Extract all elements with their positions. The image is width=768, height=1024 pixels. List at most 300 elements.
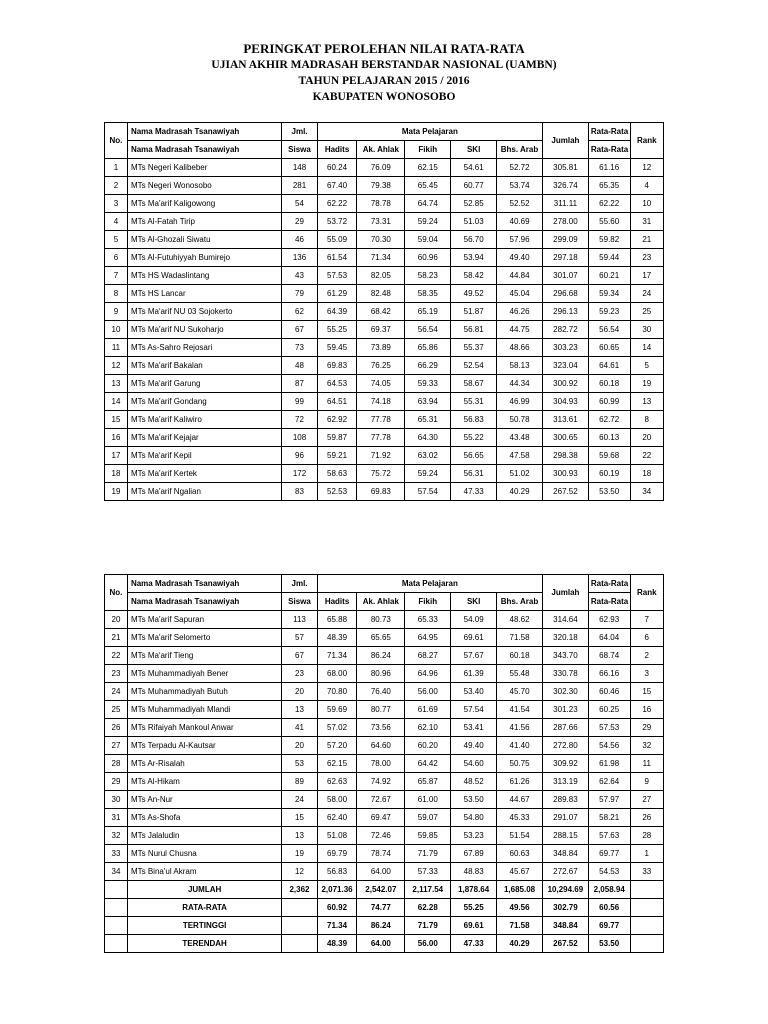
- header-rata-2: Rata-Rata: [588, 141, 630, 159]
- summary-fikih: 62.28: [405, 899, 451, 917]
- cell-rata: 65.35: [588, 177, 630, 195]
- cell-hadits: 58.00: [317, 791, 357, 809]
- table-row: [105, 375, 664, 393]
- cell-jumlah: 348.84: [542, 845, 588, 863]
- cell-rank: 15: [630, 683, 663, 701]
- cell-siswa: 62: [282, 303, 317, 321]
- cell-no: 23: [105, 665, 128, 683]
- cell-arab: 45.33: [497, 809, 543, 827]
- cell-rank: 30: [630, 321, 663, 339]
- cell-hadits: 68.00: [317, 665, 357, 683]
- cell-jumlah: 282.72: [542, 321, 588, 339]
- title-line-3: TAHUN PELAJARAN 2015 / 2016: [298, 75, 470, 87]
- cell-hadits: 52.53: [317, 483, 357, 501]
- cell-ski: 67.89: [451, 845, 497, 863]
- cell-arab: 71.58: [497, 629, 543, 647]
- cell-rata: 60.65: [588, 339, 630, 357]
- cell-no: 13: [105, 375, 128, 393]
- cell-hadits: 62.22: [317, 195, 357, 213]
- cell-rank: 7: [630, 611, 663, 629]
- cell-fikih: 59.07: [405, 809, 451, 827]
- header-rank: Rank: [630, 123, 663, 159]
- header-no: No.: [105, 575, 128, 611]
- cell-arab: 44.34: [497, 375, 543, 393]
- summary-blank-cell: [105, 899, 128, 917]
- summary-blank-cell: [630, 935, 663, 953]
- table-row: [105, 611, 664, 629]
- cell-siswa: 24: [282, 791, 317, 809]
- summary-row: [105, 881, 664, 899]
- cell-ahlak: 75.72: [357, 465, 405, 483]
- cell-no: 26: [105, 719, 128, 737]
- cell-hadits: 60.24: [317, 159, 357, 177]
- summary-ahlak: 2,542.07: [357, 881, 405, 899]
- summary-ahlak: 86.24: [357, 917, 405, 935]
- cell-no: 7: [105, 267, 128, 285]
- cell-hadits: 62.63: [317, 773, 357, 791]
- cell-school-name: MTs Ma'arif NU 03 Sojokerto: [127, 303, 281, 321]
- summary-arab: 71.58: [497, 917, 543, 935]
- cell-fikih: 65.87: [405, 773, 451, 791]
- cell-rank: 27: [630, 791, 663, 809]
- cell-jumlah: 297.18: [542, 249, 588, 267]
- cell-school-name: MTs As-Sahro Rejosari: [127, 339, 281, 357]
- cell-ahlak: 78.78: [357, 195, 405, 213]
- cell-no: 19: [105, 483, 128, 501]
- summary-blank-cell: [105, 917, 128, 935]
- summary-blank-cell: [105, 935, 128, 953]
- cell-fikih: 68.27: [405, 647, 451, 665]
- cell-ski: 54.09: [451, 611, 497, 629]
- summary-ski: 69.61: [451, 917, 497, 935]
- cell-rata: 55.60: [588, 213, 630, 231]
- cell-hadits: 64.39: [317, 303, 357, 321]
- cell-rata: 61.16: [588, 159, 630, 177]
- cell-siswa: 113: [282, 611, 317, 629]
- cell-siswa: 67: [282, 321, 317, 339]
- cell-arab: 40.29: [497, 483, 543, 501]
- cell-school-name: MTs Jalaludin: [127, 827, 281, 845]
- table-2-body: [105, 611, 664, 953]
- cell-hadits: 62.92: [317, 411, 357, 429]
- cell-fikih: 59.33: [405, 375, 451, 393]
- cell-school-name: MTs Muhammadiyah Bener: [127, 665, 281, 683]
- cell-rata: 62.93: [588, 611, 630, 629]
- cell-siswa: 108: [282, 429, 317, 447]
- cell-rata: 57.63: [588, 827, 630, 845]
- cell-fikih: 71.79: [405, 845, 451, 863]
- cell-rank: 14: [630, 339, 663, 357]
- header-rank: Rank: [630, 575, 663, 611]
- cell-ski: 56.83: [451, 411, 497, 429]
- cell-ahlak: 76.40: [357, 683, 405, 701]
- summary-siswa: [282, 935, 317, 953]
- cell-fikih: 64.42: [405, 755, 451, 773]
- cell-ski: 57.67: [451, 647, 497, 665]
- cell-arab: 40.69: [497, 213, 543, 231]
- cell-rank: 21: [630, 231, 663, 249]
- table-row: [105, 647, 664, 665]
- table-row: [105, 719, 664, 737]
- cell-school-name: MTs Terpadu Al-Kautsar: [127, 737, 281, 755]
- cell-rata: 54.53: [588, 863, 630, 881]
- summary-jumlah: 302.79: [542, 899, 588, 917]
- cell-siswa: 83: [282, 483, 317, 501]
- cell-ski: 58.67: [451, 375, 497, 393]
- cell-school-name: MTs Bina'ul Akram: [127, 863, 281, 881]
- cell-jumlah: 309.92: [542, 755, 588, 773]
- header-ahlak: Ak. Ahlak: [357, 593, 405, 611]
- cell-rank: 31: [630, 213, 663, 231]
- table-row: [105, 231, 664, 249]
- cell-ski: 49.40: [451, 737, 497, 755]
- cell-rata: 59.23: [588, 303, 630, 321]
- cell-siswa: 41: [282, 719, 317, 737]
- cell-siswa: 79: [282, 285, 317, 303]
- cell-school-name: MTs Ma'arif NU Sukoharjo: [127, 321, 281, 339]
- cell-rank: 23: [630, 249, 663, 267]
- cell-fikih: 64.95: [405, 629, 451, 647]
- cell-rata: 66.16: [588, 665, 630, 683]
- cell-rank: 20: [630, 429, 663, 447]
- cell-siswa: 96: [282, 447, 317, 465]
- cell-arab: 46.99: [497, 393, 543, 411]
- summary-row: [105, 917, 664, 935]
- title-line-1: PERINGKAT PEROLEHAN NILAI RATA-RATA: [243, 41, 525, 56]
- cell-jumlah: 303.23: [542, 339, 588, 357]
- cell-rata: 58.21: [588, 809, 630, 827]
- cell-ahlak: 73.31: [357, 213, 405, 231]
- summary-ski: 55.25: [451, 899, 497, 917]
- table-row: [105, 701, 664, 719]
- table-2-header: [105, 575, 664, 611]
- cell-ahlak: 82.48: [357, 285, 405, 303]
- cell-siswa: 15: [282, 809, 317, 827]
- cell-rata: 59.34: [588, 285, 630, 303]
- table-row: [105, 357, 664, 375]
- cell-hadits: 67.40: [317, 177, 357, 195]
- cell-ski: 47.33: [451, 483, 497, 501]
- summary-ahlak: 64.00: [357, 935, 405, 953]
- cell-rank: 28: [630, 827, 663, 845]
- cell-arab: 45.04: [497, 285, 543, 303]
- cell-arab: 53.74: [497, 177, 543, 195]
- cell-rata: 62.64: [588, 773, 630, 791]
- cell-rank: 22: [630, 447, 663, 465]
- cell-rank: 17: [630, 267, 663, 285]
- cell-siswa: 87: [282, 375, 317, 393]
- cell-fikih: 62.15: [405, 159, 451, 177]
- cell-rank: 33: [630, 863, 663, 881]
- cell-no: 17: [105, 447, 128, 465]
- summary-siswa: [282, 899, 317, 917]
- cell-siswa: 281: [282, 177, 317, 195]
- cell-rank: 32: [630, 737, 663, 755]
- cell-no: 16: [105, 429, 128, 447]
- cell-no: 31: [105, 809, 128, 827]
- cell-no: 9: [105, 303, 128, 321]
- cell-arab: 57.96: [497, 231, 543, 249]
- cell-ski: 55.31: [451, 393, 497, 411]
- cell-school-name: MTs Ar-Risalah: [127, 755, 281, 773]
- summary-fikih: 56.00: [405, 935, 451, 953]
- header-no: No.: [105, 123, 128, 159]
- cell-rata: 60.25: [588, 701, 630, 719]
- cell-rank: 25: [630, 303, 663, 321]
- cell-rank: 29: [630, 719, 663, 737]
- cell-hadits: 71.34: [317, 647, 357, 665]
- cell-siswa: 67: [282, 647, 317, 665]
- table-row: [105, 737, 664, 755]
- cell-ski: 60.77: [451, 177, 497, 195]
- summary-ski: 1,878.64: [451, 881, 497, 899]
- cell-ahlak: 71.92: [357, 447, 405, 465]
- cell-hadits: 61.29: [317, 285, 357, 303]
- cell-no: 28: [105, 755, 128, 773]
- cell-no: 34: [105, 863, 128, 881]
- summary-blank-cell: [630, 899, 663, 917]
- summary-fikih: 2,117.54: [405, 881, 451, 899]
- summary-fikih: 71.79: [405, 917, 451, 935]
- cell-jumlah: 272.67: [542, 863, 588, 881]
- cell-jumlah: 287.66: [542, 719, 588, 737]
- summary-rata: 69.77: [588, 917, 630, 935]
- cell-jumlah: 291.07: [542, 809, 588, 827]
- cell-ski: 69.61: [451, 629, 497, 647]
- cell-school-name: MTs Ma'arif Bakalan: [127, 357, 281, 375]
- cell-rata: 60.21: [588, 267, 630, 285]
- cell-no: 29: [105, 773, 128, 791]
- cell-rank: 5: [630, 357, 663, 375]
- cell-ahlak: 80.77: [357, 701, 405, 719]
- cell-arab: 44.67: [497, 791, 543, 809]
- cell-fikih: 57.54: [405, 483, 451, 501]
- cell-ski: 52.85: [451, 195, 497, 213]
- cell-rata: 54.56: [588, 737, 630, 755]
- cell-ahlak: 74.18: [357, 393, 405, 411]
- cell-jumlah: 296.13: [542, 303, 588, 321]
- summary-jumlah: 348.84: [542, 917, 588, 935]
- cell-arab: 44.84: [497, 267, 543, 285]
- cell-rata: 57.53: [588, 719, 630, 737]
- table-row: [105, 629, 664, 647]
- cell-no: 33: [105, 845, 128, 863]
- cell-hadits: 61.54: [317, 249, 357, 267]
- cell-ski: 48.83: [451, 863, 497, 881]
- header-rata-2: Rata-Rata: [588, 593, 630, 611]
- cell-arab: 51.02: [497, 465, 543, 483]
- cell-rank: 13: [630, 393, 663, 411]
- ranking-table-1: [104, 122, 664, 501]
- cell-no: 18: [105, 465, 128, 483]
- summary-hadits: 48.39: [317, 935, 357, 953]
- cell-rata: 64.61: [588, 357, 630, 375]
- cell-no: 8: [105, 285, 128, 303]
- title-line-2: UJIAN AKHIR MADRASAH BERSTANDAR NASIONAL (UAMBN): [211, 59, 557, 71]
- cell-ski: 58.42: [451, 267, 497, 285]
- cell-siswa: 20: [282, 683, 317, 701]
- cell-jumlah: 304.93: [542, 393, 588, 411]
- summary-rata: 60.56: [588, 899, 630, 917]
- cell-ahlak: 82.05: [357, 267, 405, 285]
- cell-rank: 16: [630, 701, 663, 719]
- cell-school-name: MTs Al-Futuhiyyah Bumirejo: [127, 249, 281, 267]
- cell-ski: 53.94: [451, 249, 497, 267]
- table-row: [105, 177, 664, 195]
- cell-ski: 49.52: [451, 285, 497, 303]
- cell-no: 5: [105, 231, 128, 249]
- cell-arab: 48.66: [497, 339, 543, 357]
- summary-label: TERENDAH: [127, 935, 281, 953]
- header-arab: Bhs. Arab: [497, 141, 543, 159]
- cell-rata: 64.04: [588, 629, 630, 647]
- cell-jumlah: 313.19: [542, 773, 588, 791]
- cell-school-name: MTs Al-Ghozali Siwatu: [127, 231, 281, 249]
- cell-hadits: 57.53: [317, 267, 357, 285]
- cell-rank: 11: [630, 755, 663, 773]
- header-name: Nama Madrasah Tsanawiyah: [127, 123, 281, 141]
- ranking-table-2: [104, 574, 664, 953]
- table-row: [105, 267, 664, 285]
- cell-school-name: MTs Ma'arif Kepil: [127, 447, 281, 465]
- cell-ahlak: 80.96: [357, 665, 405, 683]
- cell-hadits: 62.40: [317, 809, 357, 827]
- cell-school-name: MTs Ma'arif Sapuran: [127, 611, 281, 629]
- cell-school-name: MTs Al-Fatah Tirip: [127, 213, 281, 231]
- cell-rata: 60.13: [588, 429, 630, 447]
- cell-fikih: 64.30: [405, 429, 451, 447]
- header-arab: Bhs. Arab: [497, 593, 543, 611]
- cell-hadits: 59.21: [317, 447, 357, 465]
- cell-hadits: 62.15: [317, 755, 357, 773]
- cell-ahlak: 64.60: [357, 737, 405, 755]
- cell-rata: 62.22: [588, 195, 630, 213]
- table-row: [105, 159, 664, 177]
- cell-school-name: MTs Muhammadiyah Mlandi: [127, 701, 281, 719]
- cell-ahlak: 72.46: [357, 827, 405, 845]
- cell-school-name: MTs Ma'arif Selomerto: [127, 629, 281, 647]
- header-rata: Rata-Rata: [588, 123, 630, 141]
- cell-rata: 59.82: [588, 231, 630, 249]
- cell-no: 10: [105, 321, 128, 339]
- table-row: [105, 213, 664, 231]
- cell-ski: 51.87: [451, 303, 497, 321]
- cell-ski: 53.41: [451, 719, 497, 737]
- cell-ski: 56.70: [451, 231, 497, 249]
- cell-siswa: 43: [282, 267, 317, 285]
- cell-ski: 53.50: [451, 791, 497, 809]
- cell-rata: 57.97: [588, 791, 630, 809]
- cell-rank: 34: [630, 483, 663, 501]
- cell-arab: 44.75: [497, 321, 543, 339]
- cell-ahlak: 80.73: [357, 611, 405, 629]
- cell-siswa: 73: [282, 339, 317, 357]
- header-fikih: Fikih: [405, 593, 451, 611]
- cell-ahlak: 73.56: [357, 719, 405, 737]
- cell-jumlah: 323.04: [542, 357, 588, 375]
- cell-jumlah: 302.30: [542, 683, 588, 701]
- cell-rata: 60.99: [588, 393, 630, 411]
- cell-school-name: MTs Ma'arif Gondang: [127, 393, 281, 411]
- cell-ski: 53.40: [451, 683, 497, 701]
- cell-ski: 51.03: [451, 213, 497, 231]
- cell-fikih: 61.69: [405, 701, 451, 719]
- cell-ahlak: 77.78: [357, 429, 405, 447]
- cell-school-name: MTs Negeri Kalibeber: [127, 159, 281, 177]
- header-ski: SKI: [451, 141, 497, 159]
- cell-rank: 6: [630, 629, 663, 647]
- cell-no: 2: [105, 177, 128, 195]
- table-row: [105, 303, 664, 321]
- summary-ahlak: 74.77: [357, 899, 405, 917]
- cell-rata: 69.77: [588, 845, 630, 863]
- cell-ahlak: 78.00: [357, 755, 405, 773]
- cell-fikih: 64.96: [405, 665, 451, 683]
- cell-jumlah: 298.38: [542, 447, 588, 465]
- cell-fikih: 59.24: [405, 465, 451, 483]
- cell-arab: 48.62: [497, 611, 543, 629]
- cell-no: 27: [105, 737, 128, 755]
- cell-hadits: 64.51: [317, 393, 357, 411]
- summary-hadits: 60.92: [317, 899, 357, 917]
- cell-ahlak: 74.05: [357, 375, 405, 393]
- cell-rank: 26: [630, 809, 663, 827]
- summary-blank-cell: [630, 881, 663, 899]
- cell-ski: 53.23: [451, 827, 497, 845]
- cell-rata: 53.50: [588, 483, 630, 501]
- summary-row: [105, 935, 664, 953]
- cell-arab: 41.56: [497, 719, 543, 737]
- table-row: [105, 393, 664, 411]
- cell-no: 11: [105, 339, 128, 357]
- cell-ski: 61.39: [451, 665, 497, 683]
- header-jumlah: Jumlah: [542, 123, 588, 159]
- cell-hadits: 59.45: [317, 339, 357, 357]
- header-jumlah: Jumlah: [542, 575, 588, 611]
- cell-siswa: 172: [282, 465, 317, 483]
- cell-hadits: 69.79: [317, 845, 357, 863]
- cell-ahlak: 78.74: [357, 845, 405, 863]
- cell-jumlah: 301.23: [542, 701, 588, 719]
- cell-hadits: 59.69: [317, 701, 357, 719]
- table-row: [105, 411, 664, 429]
- cell-ahlak: 76.09: [357, 159, 405, 177]
- cell-fikih: 63.02: [405, 447, 451, 465]
- cell-fikih: 60.20: [405, 737, 451, 755]
- cell-fikih: 57.33: [405, 863, 451, 881]
- header-name-2: Nama Madrasah Tsanawiyah: [127, 141, 281, 159]
- cell-no: 24: [105, 683, 128, 701]
- cell-arab: 49.40: [497, 249, 543, 267]
- cell-rank: 4: [630, 177, 663, 195]
- cell-arab: 45.70: [497, 683, 543, 701]
- summary-ski: 47.33: [451, 935, 497, 953]
- table-row: [105, 195, 664, 213]
- table-row: [105, 249, 664, 267]
- cell-jumlah: 313.61: [542, 411, 588, 429]
- cell-arab: 55.48: [497, 665, 543, 683]
- cell-hadits: 51.08: [317, 827, 357, 845]
- cell-school-name: MTs Ma'arif Tieng: [127, 647, 281, 665]
- cell-jumlah: 278.00: [542, 213, 588, 231]
- cell-rata: 59.44: [588, 249, 630, 267]
- cell-no: 21: [105, 629, 128, 647]
- summary-label: RATA-RATA: [127, 899, 281, 917]
- cell-school-name: MTs Ma'arif Ngalian: [127, 483, 281, 501]
- cell-arab: 52.72: [497, 159, 543, 177]
- cell-rata: 60.46: [588, 683, 630, 701]
- cell-school-name: MTs Muhammadiyah Butuh: [127, 683, 281, 701]
